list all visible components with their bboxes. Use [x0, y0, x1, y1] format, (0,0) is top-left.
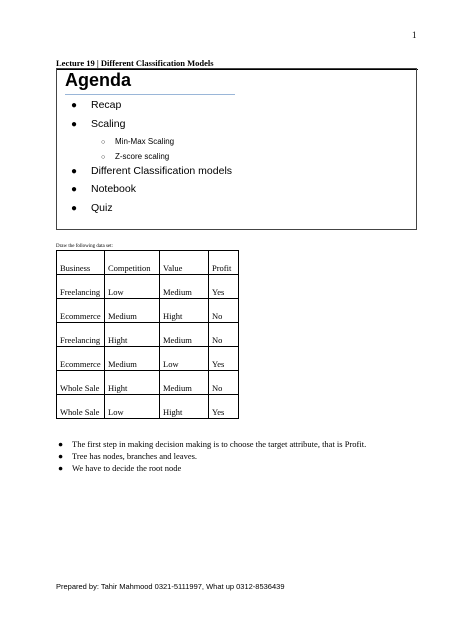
- table-row: [57, 395, 239, 419]
- table-cell: Medium: [160, 371, 209, 395]
- table-row: [57, 323, 239, 347]
- agenda-item-label: Recap: [91, 99, 122, 111]
- table-cell: No: [209, 371, 239, 395]
- agenda-item-label: Scaling: [91, 118, 126, 130]
- sub-bullet-icon: ○: [101, 139, 106, 146]
- agenda-subitem-label: Z-score scaling: [115, 152, 170, 161]
- table-cell: Yes: [209, 347, 239, 371]
- table-cell: No: [209, 299, 239, 323]
- page-footer: Prepared by: Tahir Mahmood 0321-5111997, What up 0312-8536439: [56, 582, 285, 591]
- agenda-item-scaling: [71, 118, 125, 130]
- table-cell: Low: [160, 347, 209, 371]
- bullet-icon: ●: [71, 166, 78, 177]
- table-header-cell: Business: [57, 251, 105, 275]
- table-cell: Medium: [105, 299, 160, 323]
- agenda-item-notebook: [71, 183, 136, 195]
- table-cell: Medium: [105, 347, 160, 371]
- table-header-cell: Competition: [105, 251, 160, 275]
- table-row: [57, 347, 239, 371]
- table-cell: Ecommerce: [57, 299, 105, 323]
- note-text: We have to decide the root node: [72, 463, 182, 473]
- table-row: [57, 299, 239, 323]
- table-cell: Whole Sale: [57, 395, 105, 419]
- agenda-item-quiz: [71, 202, 113, 214]
- bullet-icon: ●: [58, 439, 64, 449]
- bullet-icon: ●: [71, 100, 78, 111]
- note-text: Tree has nodes, branches and leaves.: [72, 451, 198, 461]
- agenda-slide: [56, 68, 417, 230]
- sub-bullet-icon: ○: [101, 154, 106, 161]
- table-cell: Yes: [209, 395, 239, 419]
- page-number: 1: [412, 30, 417, 40]
- table-caption: Draw the following data set:: [56, 244, 113, 249]
- note-item: [56, 438, 366, 450]
- data-table: [56, 250, 239, 419]
- note-item: [56, 450, 366, 462]
- table-cell: No: [209, 323, 239, 347]
- bullet-icon: ●: [71, 184, 78, 195]
- table-cell: Low: [105, 275, 160, 299]
- table-cell: Medium: [160, 323, 209, 347]
- agenda-subitem-min-max: [101, 137, 174, 146]
- table-cell: Whole Sale: [57, 371, 105, 395]
- slide-title: Agenda: [65, 70, 132, 90]
- table-row: [57, 275, 239, 299]
- agenda-item-label: Different Classification models: [91, 165, 233, 177]
- bullet-icon: ●: [58, 463, 64, 473]
- table-cell: Freelancing: [57, 323, 105, 347]
- bullet-icon: ●: [71, 119, 78, 130]
- agenda-item-label: Quiz: [91, 202, 113, 214]
- table-cell: Yes: [209, 275, 239, 299]
- table-cell: Ecommerce: [57, 347, 105, 371]
- table-cell: Low: [105, 395, 160, 419]
- agenda-item-classification-models: [71, 165, 232, 177]
- table-header-cell: Profit: [209, 251, 239, 275]
- agenda-subitem-z-score: [101, 152, 169, 161]
- table-row: [57, 371, 239, 395]
- note-text: The first step in making decision making is to choose the target attribute, that is Profit.: [72, 439, 367, 449]
- table-cell: Hight: [160, 299, 209, 323]
- notes-list: [56, 438, 366, 474]
- bullet-icon: ●: [58, 451, 64, 461]
- agenda-item-label: Notebook: [91, 183, 136, 195]
- lecture-heading-text: Lecture 19 | Different Classification Models: [56, 58, 214, 68]
- agenda-subitem-label: Min-Max Scaling: [115, 137, 175, 146]
- table-cell: Hight: [105, 371, 160, 395]
- table-cell: Hight: [160, 395, 209, 419]
- table-cell: Hight: [105, 323, 160, 347]
- table-cell: Medium: [160, 275, 209, 299]
- note-item: [56, 462, 366, 474]
- agenda-item-recap: [71, 99, 121, 111]
- table-header-row: [57, 251, 239, 275]
- table-cell: Freelancing: [57, 275, 105, 299]
- slide-title-underline: [65, 94, 235, 95]
- table-header-cell: Value: [160, 251, 209, 275]
- bullet-icon: ●: [71, 203, 78, 214]
